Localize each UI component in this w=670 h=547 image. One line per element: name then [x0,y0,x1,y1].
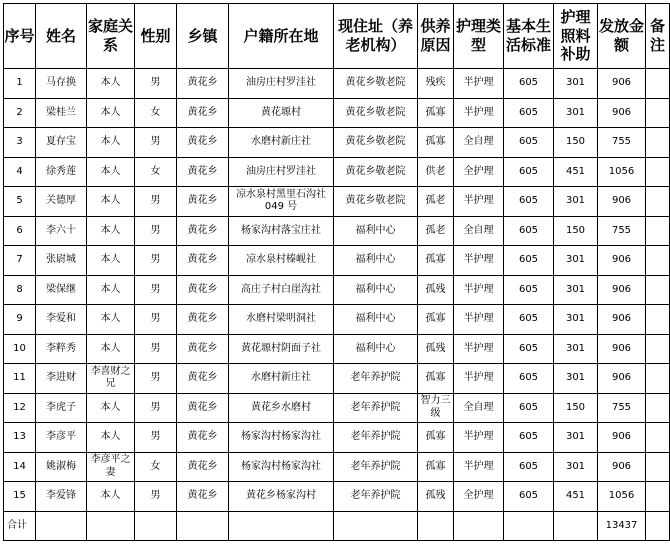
cell-hukou: 黄花塬村阴面子社 [229,334,334,364]
cell-sex: 女 [135,98,177,128]
cell-reason: 孤寡 [418,364,454,394]
cell-no: 12 [4,393,36,423]
cell-rel: 本人 [87,482,135,512]
table-row [4,452,670,482]
cell-name: 李粹秀 [36,334,87,364]
cell-town: 黄花乡 [177,393,229,423]
header-cell: 护理类型 [454,4,504,69]
cell-addr: 福利中心 [334,305,418,335]
cell-rel: 本人 [87,393,135,423]
cell-town: 黄花乡 [177,246,229,276]
cell-base: 605 [504,305,554,335]
cell-note [646,157,670,187]
cell-note [646,275,670,305]
cell-name: 马存换 [36,69,87,99]
cell-addr: 老年养护院 [334,452,418,482]
cell-name: 李虎子 [36,393,87,423]
cell-no: 10 [4,334,36,364]
cell-no: 11 [4,364,36,394]
cell-aid: 150 [554,128,598,158]
cell-addr: 福利中心 [334,334,418,364]
cell-base: 605 [504,334,554,364]
table-row [4,275,670,305]
cell-reason: 孤寡 [418,246,454,276]
cell-reason: 孤寡 [418,98,454,128]
cell-care: 半护理 [454,69,504,99]
header-cell: 供养原因 [418,4,454,69]
cell-sex: 男 [135,187,177,217]
cell-sex: 男 [135,364,177,394]
table-cell [554,511,598,541]
cell-hukou: 凉水泉村黑里石沟社049 号 [229,187,334,217]
cell-no: 1 [4,69,36,99]
cell-sex: 男 [135,393,177,423]
table-cell [36,511,87,541]
cell-rel: 本人 [87,69,135,99]
cell-no: 7 [4,246,36,276]
table-row [4,187,670,217]
table-cell [87,511,135,541]
cell-note [646,98,670,128]
cell-hukou: 油房庄村罗洼社 [229,69,334,99]
cell-sex: 男 [135,216,177,246]
cell-sex: 男 [135,305,177,335]
table-cell [334,511,418,541]
cell-sex: 男 [135,128,177,158]
table-row [4,423,670,453]
cell-reason: 孤残 [418,482,454,512]
cell-base: 605 [504,69,554,99]
header-cell: 性别 [135,4,177,69]
cell-sex: 男 [135,482,177,512]
cell-note [646,364,670,394]
cell-base: 605 [504,246,554,276]
cell-sex: 女 [135,452,177,482]
table-row [4,334,670,364]
cell-amount: 906 [598,423,646,453]
table-row [4,69,670,99]
header-cell: 序号 [4,4,36,69]
cell-amount: 1056 [598,157,646,187]
header-cell: 基本生活标准 [504,4,554,69]
cell-reason: 残疾 [418,69,454,99]
cell-reason: 孤老 [418,187,454,217]
cell-name: 梁保继 [36,275,87,305]
cell-name: 姚淑梅 [36,452,87,482]
cell-rel: 本人 [87,216,135,246]
cell-rel: 本人 [87,98,135,128]
cell-addr: 老年养护院 [334,423,418,453]
cell-no: 14 [4,452,36,482]
cell-amount: 1056 [598,482,646,512]
cell-reason: 孤寡 [418,452,454,482]
cell-reason: 供老 [418,157,454,187]
cell-sex: 男 [135,275,177,305]
cell-hukou: 水磨村新庄社 [229,364,334,394]
cell-town: 黄花乡 [177,128,229,158]
cell-aid: 301 [554,334,598,364]
cell-rel: 李喜财之兄 [87,364,135,394]
cell-note [646,452,670,482]
cell-hukou: 黄花乡水磨村 [229,393,334,423]
cell-sex: 男 [135,423,177,453]
cell-no: 3 [4,128,36,158]
cell-care: 全护理 [454,157,504,187]
cell-aid: 301 [554,305,598,335]
cell-sex: 男 [135,246,177,276]
cell-town: 黄花乡 [177,334,229,364]
cell-aid: 301 [554,187,598,217]
cell-rel: 本人 [87,157,135,187]
cell-amount: 906 [598,69,646,99]
cell-amount: 906 [598,364,646,394]
cell-addr: 黄花乡敬老院 [334,187,418,217]
cell-care: 半护理 [454,98,504,128]
cell-name: 徐秀莲 [36,157,87,187]
cell-note [646,216,670,246]
cell-aid: 451 [554,157,598,187]
cell-base: 605 [504,216,554,246]
cell-amount: 906 [598,334,646,364]
cell-reason: 孤残 [418,275,454,305]
cell-hukou: 凉水泉村榛岘社 [229,246,334,276]
header-row [4,4,670,69]
cell-town: 黄花乡 [177,69,229,99]
cell-aid: 301 [554,275,598,305]
cell-aid: 301 [554,246,598,276]
cell-sex: 男 [135,334,177,364]
header-cell: 现住址（养老机构） [334,4,418,69]
cell-no: 5 [4,187,36,217]
cell-addr: 老年养护院 [334,364,418,394]
cell-addr: 福利中心 [334,216,418,246]
cell-rel: 本人 [87,187,135,217]
cell-name: 李彦平 [36,423,87,453]
table-row [4,364,670,394]
cell-amount: 906 [598,275,646,305]
table-row [4,305,670,335]
cell-care: 半护理 [454,334,504,364]
cell-base: 605 [504,423,554,453]
table-row [4,246,670,276]
cell-addr: 老年养护院 [334,393,418,423]
cell-amount: 755 [598,216,646,246]
cell-addr: 黄花乡敬老院 [334,69,418,99]
cell-name: 关德厚 [36,187,87,217]
cell-care: 全自理 [454,393,504,423]
cell-town: 黄花乡 [177,187,229,217]
cell-name: 李进财 [36,364,87,394]
cell-addr: 福利中心 [334,246,418,276]
cell-amount: 906 [598,305,646,335]
cell-aid: 150 [554,393,598,423]
table-cell [646,511,670,541]
header-cell: 护理照料补助 [554,4,598,69]
cell-sex: 女 [135,157,177,187]
header-cell: 家庭关系 [87,4,135,69]
header-cell: 发放金额 [598,4,646,69]
cell-aid: 150 [554,216,598,246]
header-cell: 姓名 [36,4,87,69]
cell-care: 半护理 [454,246,504,276]
cell-base: 605 [504,128,554,158]
cell-care: 全护理 [454,482,504,512]
cell-town: 黄花乡 [177,364,229,394]
cell-hukou: 水磨村梁明洞社 [229,305,334,335]
cell-name: 李爱和 [36,305,87,335]
cell-amount: 755 [598,128,646,158]
subsidy-table [3,3,670,541]
cell-aid: 301 [554,364,598,394]
cell-amount: 906 [598,98,646,128]
cell-name: 李爱锋 [36,482,87,512]
table-row [4,157,670,187]
cell-town: 黄花乡 [177,216,229,246]
header-cell: 户籍所在地 [229,4,334,69]
cell-note [646,187,670,217]
table-cell [418,511,454,541]
table-cell [135,511,177,541]
total-row [4,511,670,541]
table-row [4,98,670,128]
cell-note [646,246,670,276]
total-label: 合计 [4,511,36,541]
cell-no: 15 [4,482,36,512]
cell-care: 半护理 [454,423,504,453]
cell-care: 半护理 [454,187,504,217]
cell-town: 黄花乡 [177,157,229,187]
cell-aid: 301 [554,452,598,482]
cell-care: 半护理 [454,452,504,482]
cell-town: 黄花乡 [177,275,229,305]
cell-base: 605 [504,452,554,482]
cell-base: 605 [504,275,554,305]
cell-rel: 本人 [87,275,135,305]
cell-town: 黄花乡 [177,482,229,512]
cell-aid: 451 [554,482,598,512]
cell-town: 黄花乡 [177,305,229,335]
cell-reason: 智力三级 [418,393,454,423]
cell-note [646,393,670,423]
cell-no: 13 [4,423,36,453]
cell-reason: 孤残 [418,334,454,364]
cell-care: 半护理 [454,275,504,305]
cell-aid: 301 [554,423,598,453]
cell-no: 8 [4,275,36,305]
cell-hukou: 黄花塬村 [229,98,334,128]
cell-town: 黄花乡 [177,452,229,482]
cell-hukou: 油房庄村罗洼社 [229,157,334,187]
cell-hukou: 黄花乡杨家沟村 [229,482,334,512]
cell-rel: 本人 [87,128,135,158]
cell-town: 黄花乡 [177,423,229,453]
cell-note [646,482,670,512]
cell-hukou: 杨家沟村杨家沟社 [229,423,334,453]
cell-name: 梁桂兰 [36,98,87,128]
cell-base: 605 [504,157,554,187]
cell-care: 全自理 [454,216,504,246]
table-cell [504,511,554,541]
cell-reason: 孤寡 [418,423,454,453]
cell-amount: 755 [598,393,646,423]
total-amount: 13437 [598,511,646,541]
header-cell: 乡镇 [177,4,229,69]
cell-base: 605 [504,393,554,423]
cell-reason: 孤老 [418,216,454,246]
cell-rel: 本人 [87,423,135,453]
cell-note [646,305,670,335]
cell-base: 605 [504,482,554,512]
table-cell [454,511,504,541]
cell-note [646,69,670,99]
cell-hukou: 高庄子村白崖沟社 [229,275,334,305]
cell-note [646,334,670,364]
cell-rel: 李彦平之妻 [87,452,135,482]
cell-addr: 福利中心 [334,275,418,305]
cell-no: 4 [4,157,36,187]
cell-hukou: 杨家沟村杨家沟社 [229,452,334,482]
header-cell: 备注 [646,4,670,69]
cell-note [646,128,670,158]
cell-note [646,423,670,453]
cell-care: 半护理 [454,364,504,394]
cell-care: 全自理 [454,128,504,158]
cell-base: 605 [504,187,554,217]
cell-reason: 孤寡 [418,305,454,335]
cell-name: 张尉城 [36,246,87,276]
cell-aid: 301 [554,98,598,128]
cell-addr: 黄花乡敬老院 [334,98,418,128]
table-cell [177,511,229,541]
cell-aid: 301 [554,69,598,99]
table-row [4,216,670,246]
table-cell [229,511,334,541]
cell-addr: 黄花乡敬老院 [334,157,418,187]
table-row [4,128,670,158]
cell-base: 605 [504,364,554,394]
cell-sex: 男 [135,69,177,99]
cell-name: 夏存宝 [36,128,87,158]
table-row [4,393,670,423]
cell-name: 李六十 [36,216,87,246]
table-row [4,482,670,512]
cell-amount: 906 [598,187,646,217]
cell-no: 9 [4,305,36,335]
cell-addr: 老年养护院 [334,482,418,512]
cell-amount: 906 [598,452,646,482]
cell-town: 黄花乡 [177,98,229,128]
cell-reason: 孤寡 [418,128,454,158]
cell-rel: 本人 [87,305,135,335]
cell-hukou: 杨家沟村落宝庄社 [229,216,334,246]
cell-no: 6 [4,216,36,246]
cell-base: 605 [504,98,554,128]
cell-rel: 本人 [87,334,135,364]
cell-addr: 黄花乡敬老院 [334,128,418,158]
cell-no: 2 [4,98,36,128]
cell-rel: 本人 [87,246,135,276]
cell-hukou: 水磨村新庄社 [229,128,334,158]
cell-amount: 906 [598,246,646,276]
cell-care: 半护理 [454,305,504,335]
